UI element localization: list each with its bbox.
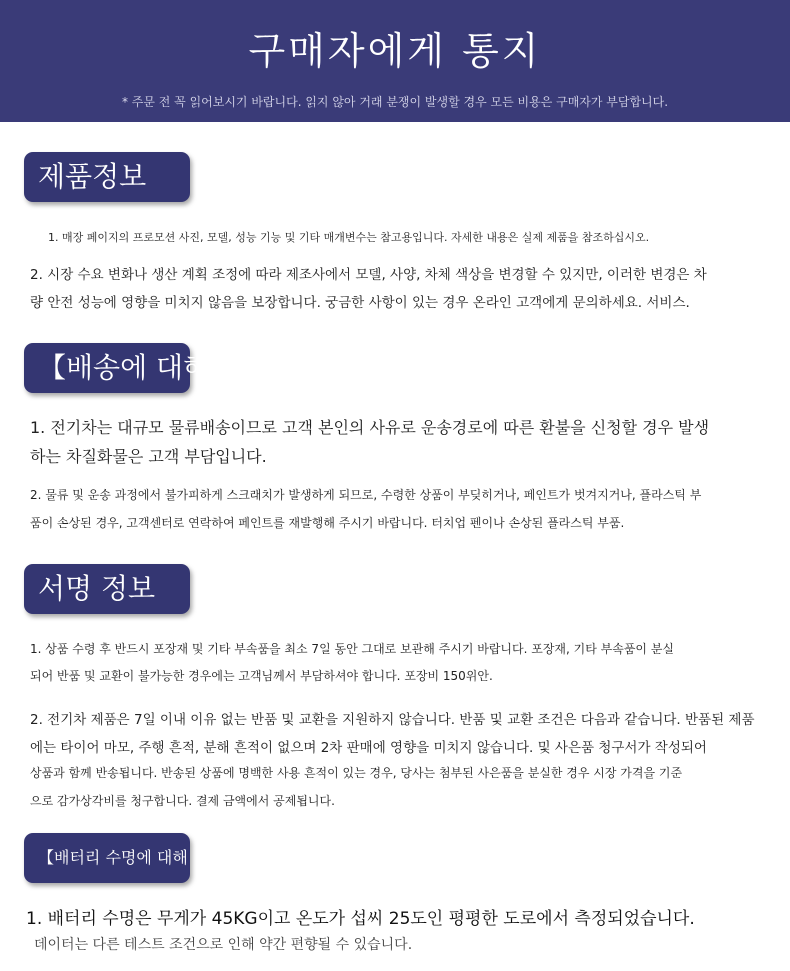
header-banner [0,0,790,122]
section-text: 1. 배터리 수명은 무게가 45KG이고 온도가 섭씨 25도인 평평한 도로에서 측정되었습니다. [26,909,695,929]
section-text: 되어 반품 및 교환이 불가능한 경우에는 고객님께서 부담하셔야 합니다. 포장비 150위안. [30,669,493,683]
section-text: 상품과 함께 반송됩니다. 반송된 상품에 명백한 사용 흔적이 있는 경우, 당사는 첨부된 사은품을 분실한 경우 시장 가격을 기준 [30,766,683,780]
section-text: 2. 물류 및 운송 과정에서 불가피하게 스크래치가 발생하게 되므로, 수령한 상품이 부딪히거나, 페인트가 벗겨지거나, 플라스틱 부 [30,488,702,502]
section-text: 데이터는 다른 테스트 조건으로 인해 약간 편향될 수 있습니다. [34,937,413,953]
section-text: 품이 손상된 경우, 고객센터로 연락하여 페인트를 재발행해 주시기 바랍니다. 터치업 펜이나 손상된 플라스틱 부품. [30,516,625,530]
section-text: 2. 시장 수요 변화나 생산 계획 조정에 따라 제조사에서 모델, 사양, 차체 색상을 변경할 수 있지만, 이러한 변경은 차 [30,267,707,283]
section-text: 2. 전기차 제품은 7일 이내 이유 없는 반품 및 교환을 지원하지 않습니다. 반품 및 교환 조건은 다음과 같습니다. 반품된 제품 [30,712,755,728]
section-text: 1. 상품 수령 후 반드시 포장재 및 기타 부속품을 최소 7일 동안 그대로 보관해 주시기 바랍니다. 포장재, 기타 부속품이 분실 [30,642,675,656]
section-text: 1. 전기차는 대규모 물류배송이므로 고객 본인의 사유로 운송경로에 따른 환불을 신청할 경우 발생 [30,418,710,437]
section-title-product-info: 제품정보 [24,152,190,202]
page-title: 구매자에게 통지 [248,29,542,73]
section-title-signature-info: 서명 정보 [24,564,190,614]
section-text: 에는 타이어 마모, 주행 흔적, 분해 흔적이 없으며 2차 판매에 영향을 미치지 않습니다. 및 사은품 청구서가 작성되어 [30,740,707,756]
section-text: 하는 차질화물은 고객 부담입니다. [30,447,267,466]
section-text: 1. 매장 페이지의 프로모션 사진, 모델, 성능 기능 및 기타 매개변수는 참고용입니다. 자세한 내용은 실제 제품을 참조하십시오. [48,231,650,244]
section-title-delivery: 【배송에 대해 [24,343,190,393]
page-subtitle: * 주문 전 꼭 읽어보시기 바랍니다. 읽지 않아 거래 분쟁이 발생할 경우 모든 비용은 구매자가 부담합니다. [121,95,669,109]
section-text: 으로 감가상각비를 청구합니다. 결제 금액에서 공제됩니다. [30,794,335,808]
section-text: 량 안전 성능에 영향을 미치지 않음을 보장합니다. 궁금한 사항이 있는 경우 온라인 고객에게 문의하세요. 서비스. [30,295,690,311]
section-title-battery-life: 【배터리 수명에 대해 [24,833,190,883]
